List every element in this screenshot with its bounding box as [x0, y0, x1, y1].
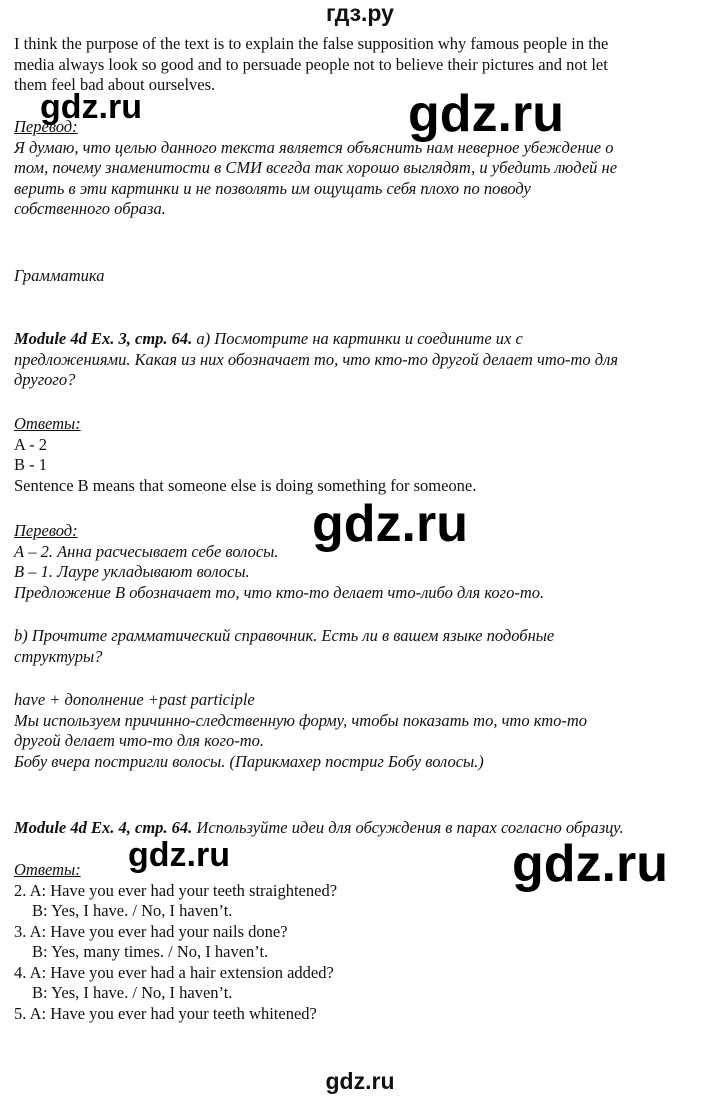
watermark: gdz.ru	[408, 85, 564, 143]
intro-line: them feel bad about ourselves.	[14, 75, 216, 94]
answer-line: Sentence B means that someone else is doing something for someone.	[14, 475, 477, 495]
ex3-task-line: а) Посмотрите на картинки и соедините их с	[192, 329, 523, 348]
part-b-line: b) Прочтите грамматический справочник. Есть ли в вашем языке подобные	[14, 626, 555, 645]
intro-paragraph	[14, 34, 714, 96]
answer-line: B - 1	[14, 455, 47, 474]
answer-line: B: Yes, I have. / No, I haven’t.	[32, 901, 233, 920]
translation-line: В – 1. Лауре укладывают волосы.	[14, 562, 250, 581]
part-b-answer-line: have + дополнение +past participle	[14, 690, 255, 709]
watermark: gdz.ru	[512, 835, 668, 893]
translation-line: том, почему знаменитости в СМИ всегда так хорошо выглядят, и убедить людей не	[14, 158, 618, 177]
answer-line: B: Yes, many times. / No, I haven’t.	[32, 942, 269, 961]
ex3-task-line: другого?	[14, 370, 76, 389]
grammar-heading: Грамматика	[14, 266, 105, 285]
intro-line: I think the purpose of the text is to explain the false supposition why famous people in the	[14, 34, 609, 53]
ex3-task-line: предложениями. Какая из них обозначает то, что кто-то другой делает что-то для	[14, 349, 618, 369]
answer-line: B: Yes, I have. / No, I haven’t.	[32, 983, 233, 1002]
answers-label: Ответы:	[14, 860, 81, 879]
site-footer: gdz.ru	[325, 1068, 395, 1094]
translation-line: Я думаю, что целью данного текста является объяснить нам неверное убеждение о	[14, 137, 614, 157]
ex4-title: Module 4d Ex. 4, стр. 64.	[14, 818, 193, 837]
answer-line: 2. A: Have you ever had your teeth straightened?	[14, 880, 338, 900]
intro-translation	[14, 117, 714, 220]
translation-line: А – 2. Анна расчесывает себе волосы.	[14, 541, 279, 561]
part-b-answer-line: другой делает что-то для кого-то.	[14, 731, 264, 750]
answer-line: 5. A: Have you ever had your teeth whitened?	[14, 1003, 317, 1023]
intro-line: media always look so good and to persuade people not to believe their pictures and not let	[14, 54, 608, 74]
watermark: gdz.ru	[40, 88, 142, 126]
ex3-part-b-answer	[14, 690, 714, 772]
watermark: gdz.ru	[312, 495, 468, 553]
ex3-part-b	[14, 626, 714, 667]
answers-label: Ответы:	[14, 414, 81, 433]
answer-line: 3. A: Have you ever had your nails done?	[14, 921, 288, 941]
ex3-task	[14, 329, 714, 391]
watermark: gdz.ru	[128, 836, 230, 874]
ex4-task-text: Используйте идеи для обсуждения в парах согласно образцу.	[192, 818, 624, 837]
answer-line: 4. A: Have you ever had a hair extension added?	[14, 962, 334, 982]
translation-label: Перевод:	[14, 117, 78, 136]
translation-line: Предложение B обозначает то, что кто-то делает что-либо для кого-то.	[14, 582, 545, 602]
ex3-answers	[14, 414, 714, 496]
part-b-answer-line: Мы используем причинно-следственную форму, чтобы показать то, что кто-то	[14, 710, 588, 730]
ex3-title: Module 4d Ex. 3, стр. 64.	[14, 329, 193, 348]
translation-line: собственного образа.	[14, 199, 166, 218]
site-header: гдз.ру	[326, 0, 394, 26]
part-b-line: структуры?	[14, 646, 103, 666]
translation-line: верить в эти картинки и не позволять им ощущать себя плохо по поводу	[14, 178, 531, 198]
translation-label: Перевод:	[14, 521, 78, 540]
part-b-answer-line: Бобу вчера постригли волосы. (Парикмахер постриг Бобу волосы.)	[14, 751, 484, 771]
answer-line: A - 2	[14, 434, 47, 454]
